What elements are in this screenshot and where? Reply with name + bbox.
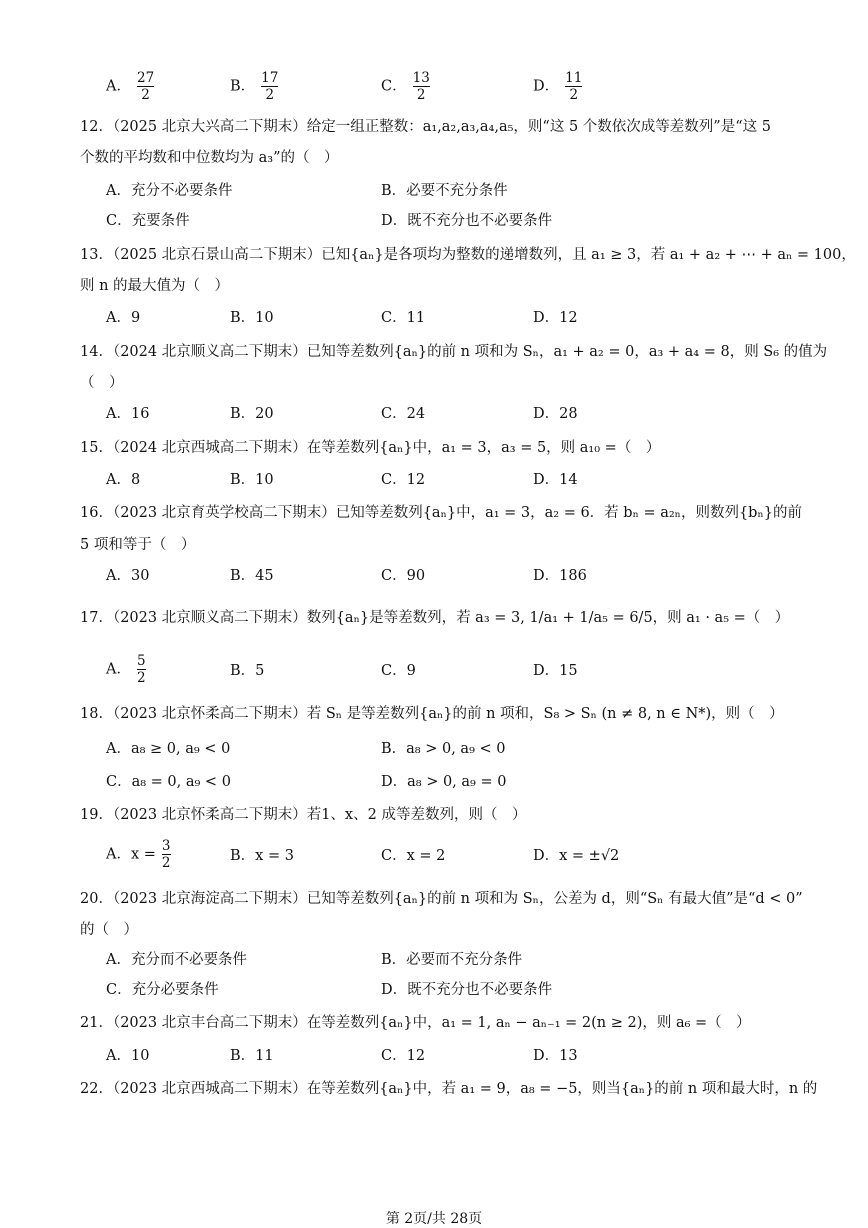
option-label: A．x =	[106, 846, 156, 863]
q22-stem-line1: 22．（2023 北京西城高二下期末）在等差数列{aₙ}中，若 a₁ = 9，a₈ = −5，则当{aₙ}的前 n 项和最大时，n 的	[80, 1081, 818, 1097]
q18-option-a: A．a₈ ≥ 0, a₉ < 0	[106, 741, 231, 757]
q12-option-d: D．既不充分也不必要条件	[381, 213, 553, 229]
denominator: 2	[416, 87, 426, 103]
q15-option-d: D．14	[533, 472, 578, 488]
q19-option-a	[106, 838, 171, 871]
q14-option-d: D．28	[533, 406, 578, 422]
q11-option-b	[230, 70, 278, 103]
q15-option-b: B．10	[230, 472, 274, 488]
q21-option-c: C．12	[381, 1048, 426, 1064]
q17-option-c: C．9	[381, 663, 416, 679]
q14-stem-line1: 14．（2024 北京顺义高二下期末）已知等差数列{aₙ}的前 n 项和为 Sₙ，a₁ + a₂ = 0，a₃ + a₄ = 8，则 S₆ 的值为	[80, 344, 828, 360]
q19-stem-line1: 19．（2023 北京怀柔高二下期末）若1、x、2 成等差数列，则（ ）	[80, 807, 527, 823]
fraction	[413, 70, 430, 103]
numerator: 13	[412, 70, 430, 86]
q20-stem-line2: 的（ ）	[80, 922, 138, 938]
q19-option-b: B．x = 3	[230, 848, 294, 864]
option-label: A．	[106, 661, 131, 678]
q19-option-d: D．x = ±√2	[533, 848, 620, 864]
q18-option-c: C．a₈ = 0, a₉ < 0	[106, 774, 231, 790]
q16-option-c: C．90	[381, 568, 426, 584]
q19-option-c: C．x = 2	[381, 848, 446, 864]
q17-stem-line1: 17．（2023 北京顺义高二下期末）数列{aₙ}是等差数列，若 a₃ = 3, 1/a₁ + 1/a₅ = 6/5，则 a₁ · a₅ =（ ）	[80, 610, 790, 626]
q17-option-a	[106, 653, 146, 686]
q11-option-a	[106, 70, 154, 103]
q21-option-d: D．13	[533, 1048, 578, 1064]
q14-option-a: A．16	[106, 406, 150, 422]
q20-option-d: D．既不充分也不必要条件	[381, 982, 553, 998]
option-label: C．	[381, 78, 407, 95]
q13-option-c: C．11	[381, 310, 426, 326]
option-label: D．	[533, 78, 560, 95]
q16-stem-line1: 16．（2023 北京育英学校高二下期末）已知等差数列{aₙ}中，a₁ = 3，a₂ = 6．若 bₙ = a₂ₙ，则数列{bₙ}的前	[80, 505, 802, 521]
q13-stem-line2: 则 n 的最大值为（ ）	[80, 278, 230, 294]
numerator: 11	[565, 70, 583, 86]
q20-option-b: B．必要而不充分条件	[381, 952, 523, 968]
q12-option-b: B．必要不充分条件	[381, 183, 508, 199]
q11-option-c	[381, 70, 430, 103]
denominator: 2	[161, 855, 171, 871]
q16-option-a: A．30	[106, 568, 150, 584]
q12-stem-line2: 个数的平均数和中位数均为 a₃”的（ ）	[80, 150, 339, 166]
q18-option-d: D．a₈ > 0, a₉ = 0	[381, 774, 507, 790]
q15-option-c: C．12	[381, 472, 426, 488]
denominator: 2	[569, 87, 579, 103]
q12-option-a: A．充分不必要条件	[106, 183, 233, 199]
q12-option-c: C．充要条件	[106, 213, 190, 229]
q17-option-d: D．15	[533, 663, 578, 679]
q14-stem-line2: （ ）	[80, 375, 124, 391]
q15-stem-line1: 15．（2024 北京西城高二下期末）在等差数列{aₙ}中，a₁ = 3，a₃ = 5，则 a₁₀ =（ ）	[80, 440, 661, 456]
numerator: 17	[261, 70, 279, 86]
q17-option-b: B．5	[230, 663, 265, 679]
q20-stem-line1: 20．（2023 北京海淀高二下期末）已知等差数列{aₙ}的前 n 项和为 Sₙ，公差为 d，则“Sₙ 有最大值”是“d < 0”	[80, 891, 803, 907]
denominator: 2	[136, 670, 146, 686]
option-label: A．	[106, 78, 131, 95]
q16-option-d: D．186	[533, 568, 587, 584]
fraction	[565, 70, 582, 103]
fraction	[261, 70, 278, 103]
q20-option-a: A．充分而不必要条件	[106, 952, 247, 968]
denominator: 2	[141, 87, 150, 103]
q21-stem-line1: 21．（2023 北京丰台高二下期末）在等差数列{aₙ}中，a₁ = 1, aₙ − aₙ₋₁ = 2(n ≥ 2)，则 a₆ =（ ）	[80, 1015, 751, 1031]
q16-stem-line2: 5 项和等于（ ）	[80, 537, 196, 553]
q21-option-a: A．10	[106, 1048, 150, 1064]
q13-option-a: A．9	[106, 310, 141, 326]
numerator: 5	[136, 653, 146, 669]
fraction	[162, 838, 171, 871]
q21-option-b: B．11	[230, 1048, 274, 1064]
denominator: 2	[265, 87, 275, 103]
option-label: B．	[230, 78, 256, 95]
q12-stem-line1: 12．（2025 北京大兴高二下期末）给定一组正整数：a₁,a₂,a₃,a₄,a₅，则“这 5 个数依次成等差数列”是“这 5	[80, 119, 771, 135]
q13-stem-line1: 13．（2025 北京石景山高二下期末）已知{aₙ}是各项均为整数的递增数列，且 a₁ ≥ 3，若 a₁ + a₂ + ⋯ + aₙ = 100，	[80, 247, 856, 263]
q20-option-c: C．充分必要条件	[106, 982, 219, 998]
q14-option-b: B．20	[230, 406, 274, 422]
numerator: 27	[136, 70, 155, 86]
q13-option-b: B．10	[230, 310, 274, 326]
q11-option-d	[533, 70, 582, 103]
numerator: 3	[161, 838, 171, 854]
q18-stem-line1: 18．（2023 北京怀柔高二下期末）若 Sₙ 是等差数列{aₙ}的前 n 项和，S₈ > Sₙ (n ≠ 8, n ∈ N*)，则（ ）	[80, 706, 784, 722]
q16-option-b: B．45	[230, 568, 274, 584]
q13-option-d: D．12	[533, 310, 578, 326]
q14-option-c: C．24	[381, 406, 426, 422]
q15-option-a: A．8	[106, 472, 141, 488]
q18-option-b: B．a₈ > 0, a₉ < 0	[381, 741, 506, 757]
page-footer: 第 2页/共 28页	[385, 1211, 483, 1227]
fraction	[137, 70, 154, 103]
fraction	[137, 653, 146, 686]
